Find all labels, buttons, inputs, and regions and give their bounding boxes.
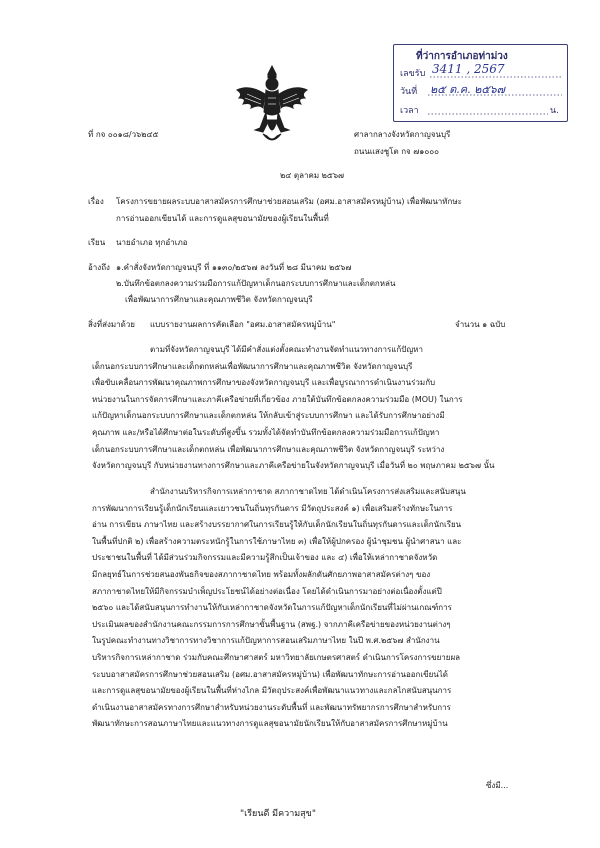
paragraph-line: ๒๕๖๐ และได้สนับสนุนการทำงานให้กับเหล่ากาชาดจังหวัดในการแก้ปัญหาเด็กนักเรียนที่ไม่ผ่านเกณฑ์การ: [92, 603, 452, 613]
continue-marker: ซึ่งมี...: [486, 781, 509, 790]
paragraph-line: ประเมินผลของสำนักงานคณะกรรมการการศึกษาขั้นพื้นฐาน (สพฐ.) จากภาคีเครือข่ายของหน่วยงานต่างๆ: [92, 619, 451, 629]
paragraph-line: ประชาชนในพื้นที่ ได้มีส่วนร่วมกิจกรรมและมีความรู้สึกเป็นเจ้าของ และ ๔) เพื่อให้เหล่ากาชาดจังหวัด: [92, 553, 438, 563]
document-date: ๒๔ ตุลาคม ๒๕๖๗: [280, 171, 345, 180]
to-label: เรียน: [88, 238, 106, 247]
office-address: ถนนแสงชูโต กจ ๗๑๐๐๐: [354, 147, 440, 156]
paragraph-line: ตามที่จังหวัดกาญจนบุรี ได้มีคำสั่งแต่งตั้งคณะทำงานจัดทำแนวทางการแก้ปัญหา: [150, 345, 423, 354]
stamp-time-label: เวลา: [400, 106, 419, 116]
stamp-time-suffix: น.: [550, 106, 560, 116]
paragraph-line: แก้ปัญหาเด็กนอกระบบการศึกษาและเด็กตกหล่น ให้กลับเข้าสู่ระบบการศึกษา และได้รับการศึกษาอย่างมี: [92, 411, 445, 421]
paragraph-2: [92, 484, 538, 733]
subject-line-1: โครงการขยายผลระบบอาสาสมัครการศึกษาช่วยสอนเสริม (อศม.อาสาสมัครหมู่บ้าน) เพื่อพัฒนาทักษะ: [116, 197, 462, 206]
enclosure-label: สิ่งที่ส่งมาด้วย: [88, 320, 135, 329]
paragraph-line: เด็กนอกระบบการศึกษาและเด็กตกหล่นเพื่อพัฒนาการศึกษาและคุณภาพชีวิต จังหวัดกาญจนบุรี: [92, 361, 413, 371]
paragraph-line: มีกลยุทธ์ในการช่วยสนองพันธกิจของสภากาชาดไทย พร้อมทั้งผลักดันศักยภาพอาสาสมัครต่างๆ ของ: [92, 569, 431, 579]
enclosure-quantity: จำนวน ๑ ฉบับ: [455, 320, 506, 329]
reference-1: ๑.คำสั่งจังหวัดกาญจนบุรี ที่ ๑๑๓๐/๒๕๖๗ ลงวันที่ ๒๘ มีนาคม ๒๕๖๗: [116, 263, 352, 272]
subject-line-2: การอ่านออกเขียนได้ และการดูแลสุขอนามัยของผู้เรียนในพื้นที่: [116, 214, 329, 223]
paragraph-line: และการดูแลสุขอนามัยของผู้เรียนในพื้นที่ห่างไกล มีวัตถุประสงค์เพื่อพัฒนาแนวทางและกลไกสนับสนุนการ: [92, 686, 452, 696]
paragraph-line: สภากาชาดไทยให้มีกิจกรรมบำเพ็ญประโยชน์ได้อย่างต่อเนื่อง โดยได้ดำเนินการมาอย่างต่อเนื่องตั้งแต่ปี: [92, 586, 442, 596]
paragraph-line: ดำเนินงานอาสาสมัครทางการศึกษาสำหรับหน่วยงานระดับพื้นที่ และพัฒนาทรัพยากรการศึกษาสำหรับการ: [92, 702, 451, 712]
paragraph-line: หน่วยงานในการจัดการศึกษาและภาคีเครือข่ายที่เกี่ยวข้อง ภายใต้บันทึกข้อตกลงความร่วมมือ (MOU) ในการ: [92, 394, 463, 404]
paragraph-line: พัฒนาทักษะการสอนภาษาไทยและแนวทางการดูแลสุขอนามัยนักเรียนให้กับอาสาสมัครการศึกษาหมู่บ้าน: [92, 719, 448, 729]
subject-label: เรื่อง: [88, 197, 104, 206]
document-number: ที่ กจ ๐๐๑๘/ว๖๒๔๕: [88, 130, 159, 139]
to-text: นายอำเภอ ทุกอำเภอ: [116, 238, 188, 247]
receiving-stamp: [393, 44, 568, 122]
stamp-dotted-lines: [394, 45, 567, 121]
stamp-recv-no: 3411 , 2567: [432, 62, 505, 76]
paragraph-line: ในรูปคณะทำงานทางวิชาการทางวิชาการแก้ปัญหาการสอนเสริมภาษาไทย ในปี พ.ศ.๒๕๖๗ สำนักงาน: [92, 636, 440, 646]
reference-2-cont: เพื่อพัฒนาการศึกษาและคุณภาพชีวิต จังหวัดกาญจนบุรี: [125, 295, 313, 304]
paragraph-line: สำนักงานบริหารกิจการเหล่ากาชาด สภากาชาดไทย ได้ดำเนินโครงการส่งเสริมและสนับสนุน: [150, 487, 466, 496]
stamp-date-label: วันที่: [400, 87, 418, 97]
paragraph-line: เพื่อขับเคลื่อนการพัฒนาคุณภาพการศึกษาของจังหวัดกาญจนบุรี และเพื่อบูรณาการดำเนินงานร่วมกับ: [92, 378, 436, 388]
enclosure-text: แบบรายงานผลการคัดเลือก "อศม.อาสาสมัครหมู่บ้าน": [150, 320, 336, 329]
paragraph-line: การพัฒนาการเรียนรู้เด็กนักเรียนและเยาวชนในถิ่นทุรกันดาร มีวัตถุประสงค์ ๑) เพื่อเสริมสร้างทักษะในการ: [92, 503, 453, 513]
paragraph-line: บริหารกิจการเหล่ากาชาด ร่วมกับคณะศึกษาศาสตร์ มหาวิทยาลัยเกษตรศาสตร์ ดำเนินการโครงการขยายผล: [92, 652, 461, 662]
paragraph-line: เด็กนอกระบบการศึกษาและเด็กตกหล่น เพื่อพัฒนาการศึกษาและคุณภาพชีวิต จังหวัดกาญจนบุรี ระหว่าง: [92, 444, 445, 454]
paragraph-line: ในพื้นที่ปกติ ๒) เพื่อสร้างความตระหนักรู้ในการใช้ภาษาไทย ๓) เพื่อให้ผู้ปกครอง ผู้นำชุมชน ผู้นำศาสนา และ: [92, 536, 462, 546]
paragraph-line: คุณภาพ และ/หรือได้ศึกษาต่อในระดับที่สูงขึ้น รวมทั้งได้จัดทำบันทึกข้อตกลงความร่วมมือการแก้ปัญหา: [92, 427, 440, 437]
paragraph-line: อ่าน การเขียน ภาษาไทย และสร้างบรรยากาศในการเรียนรู้ให้กับเด็กนักเรียนในถิ่นทุรกันดารและเด็กนักเรียน: [92, 520, 462, 530]
motto: "เรียนดี มีความสุข": [240, 809, 316, 819]
office-name: ศาลากลางจังหวัดกาญจนบุรี: [354, 130, 451, 139]
garuda-emblem: [233, 64, 311, 148]
stamp-date-value: ๒๕ ต.ค. ๒๕๖๗: [430, 83, 505, 96]
stamp-recv-label: เลขรับ: [400, 69, 426, 79]
paragraph-line: จังหวัดกาญจนบุรี กับหน่วยงานทางการศึกษาและภาคีเครือข่ายในจังหวัดกาญจนบุรี เมื่อวันที่ ๒๐ พฤษภาคม ๒๕๖๗ นั้น: [92, 461, 495, 471]
reference-2: ๒.บันทึกข้อตกลงความร่วมมือการแก้ปัญหาเด็กนอกระบบการศึกษาและเด็กตกหล่น: [116, 279, 396, 288]
stamp-office: ที่ว่าการอำเภอท่าม่วง: [416, 51, 508, 62]
paragraph-1: [92, 342, 538, 475]
paragraph-line: ระบบอาสาสมัครการศึกษาช่วยสอนเสริม (อศม.อาสาสมัครหมู่บ้าน) เพื่อพัฒนาทักษะการอ่านออกเขียนได้: [92, 669, 448, 679]
reference-label: อ้างถึง: [88, 263, 110, 272]
